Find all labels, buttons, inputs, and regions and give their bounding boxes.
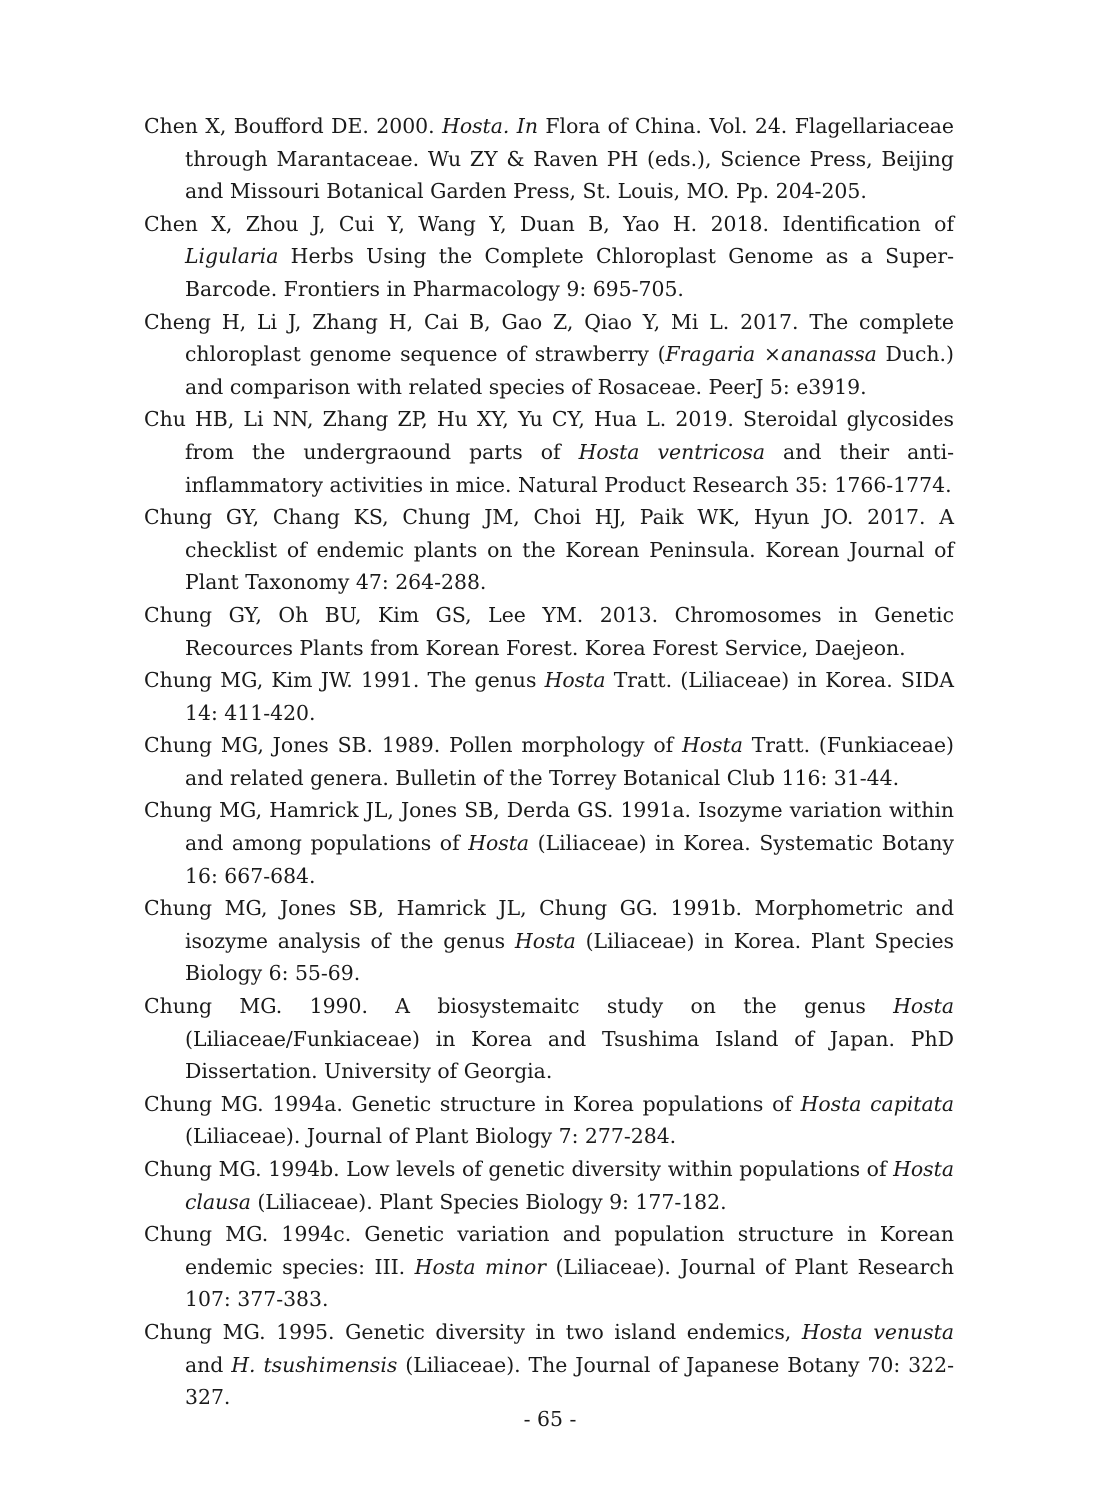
- reference-text: Chung MG. 1994a. Genetic structure in Korea populations of: [144, 1091, 801, 1116]
- reference-text: Chung MG. 1994b. Low levels of genetic diversity within populations of: [144, 1157, 894, 1181]
- page-number: - 65 -: [523, 1407, 577, 1431]
- reference-text: Chen X, Zhou J, Cui Y, Wang Y, Duan B, Yao H. 2018. Identification of: [144, 211, 954, 236]
- reference-italic-text: Ligularia: [185, 244, 279, 269]
- reference-text: and their anti-inflammatory activities in mice. Natural Product Research 35: 1766-1774.: [185, 439, 954, 497]
- reference-entry: [144, 403, 954, 501]
- reference-text: (Liliaceae). Journal of Plant Research 107: 377-383.: [185, 1254, 954, 1312]
- reference-italic-text: Fragaria ×ananassa: [665, 342, 877, 367]
- reference-italic-text: Hosta capitata: [800, 1091, 954, 1116]
- reference-italic-text: Hosta ventricosa: [578, 439, 765, 464]
- reference-italic-text: Hosta: [682, 733, 743, 758]
- reference-text: Chung MG, Hamrick JL, Jones SB, Derda GS. 1991a. Isozyme variation within and among populations of: [144, 798, 954, 856]
- reference-entry: [144, 664, 954, 729]
- reference-entry: [144, 501, 954, 599]
- reference-list: [144, 110, 954, 1414]
- reference-text: Tratt. (Funkiaceae) and related genera. Bulletin of the Torrey Botanical Club 116: 31-44.: [185, 733, 954, 790]
- reference-text: Chung MG. 1990. A biosystemaitc study on the genus: [144, 994, 894, 1019]
- reference-italic-text: Hosta: [514, 928, 576, 953]
- reference-text: Tratt. (Liliaceae) in Korea. SIDA 14: 411-420.: [185, 668, 954, 725]
- reference-italic-text: Hosta: [893, 994, 954, 1019]
- reference-entry: [144, 990, 954, 1088]
- reference-text: Flora of China. Vol. 24. Flagellariaceae through Marantaceae. Wu ZY & Raven PH (eds.), Science Press, Beijing and Missouri Botanical Garden Press, St. Louis, MO. Pp. 204-205.: [185, 114, 954, 204]
- reference-entry: [144, 1218, 954, 1316]
- reference-entry: [144, 1088, 954, 1153]
- reference-text: and: [185, 1352, 232, 1377]
- reference-text: Chung MG, Kim JW. 1991. The genus: [144, 668, 545, 693]
- reference-entry: [144, 1316, 954, 1414]
- reference-italic-text: Hosta venusta: [801, 1319, 954, 1344]
- reference-text: (Liliaceae) in Korea. Systematic Botany 16: 667-684.: [185, 831, 955, 888]
- reference-italic-text: Hosta. In: [442, 114, 538, 138]
- reference-text: (Liliaceae). Journal of Plant Biology 7: 277-284.: [185, 1124, 677, 1149]
- reference-italic-text: H. tsushimensis: [231, 1352, 398, 1377]
- reference-entry: [144, 794, 954, 892]
- reference-entry: [144, 729, 954, 794]
- reference-entry: [144, 306, 954, 404]
- reference-text: Cheng H, Li J, Zhang H, Cai B, Gao Z, Qiao Y, Mi L. 2017. The complete chloroplast genome sequence of strawberry (: [144, 309, 954, 367]
- reference-entry: [144, 1153, 954, 1218]
- reference-entry: [144, 892, 954, 990]
- reference-text: (Liliaceae) in Korea. Plant Species Biology 6: 55-69.: [185, 928, 954, 986]
- reference-text: Chung GY, Oh BU, Kim GS, Lee YM. 2013. Chromosomes in Genetic Recources Plants from Korean Forest. Korea Forest Service, Daejeon.: [144, 602, 954, 660]
- reference-italic-text: Hosta minor: [414, 1254, 547, 1279]
- reference-text: Duch.) and comparison with related species of Rosaceae. PeerJ 5: e3919.: [185, 342, 954, 399]
- reference-text: (Liliaceae). The Journal of Japanese Botany 70: 322-327.: [185, 1352, 954, 1410]
- reference-entry: [144, 208, 954, 306]
- reference-text: Chung MG. 1994c. Genetic variation and population structure in Korean endemic species: III.: [144, 1222, 954, 1279]
- reference-italic-text: Hosta clausa: [185, 1157, 954, 1214]
- reference-italic-text: Hosta: [544, 668, 606, 693]
- reference-text: Chung MG. 1995. Genetic diversity in two island endemics,: [144, 1319, 802, 1344]
- reference-text: Chu HB, Li NN, Zhang ZP, Hu XY, Yu CY, Hua L. 2019. Steroidal glycosides from the undergraound parts of: [144, 407, 954, 464]
- reference-text: Chung MG, Jones SB. 1989. Pollen morphology of: [144, 733, 682, 758]
- reference-text: (Liliaceae/Funkiaceae) in Korea and Tsushima Island of Japan. PhD Dissertation. University of Georgia.: [185, 1026, 954, 1084]
- reference-text: Chung MG, Jones SB, Hamrick JL, Chung GG. 1991b. Morphometric and isozyme analysis of the genus: [144, 896, 954, 953]
- reference-text: Chung GY, Chang KS, Chung JM, Choi HJ, Paik WK, Hyun JO. 2017. A checklist of endemic plants on the Korean Peninsula. Korean Journal of Plant Taxonomy 47: 264-288.: [144, 505, 954, 595]
- reference-text: (Liliaceae). Plant Species Biology 9: 177-182.: [250, 1189, 727, 1214]
- reference-entry: [144, 599, 954, 664]
- reference-text: Herbs Using the Complete Chloroplast Genome as a Super-Barcode. Frontiers in Pharmacology 9: 695-705.: [185, 244, 954, 301]
- reference-entry: [144, 110, 954, 208]
- reference-italic-text: Hosta: [468, 831, 530, 856]
- reference-text: Chen X, Boufford DE. 2000.: [144, 114, 443, 138]
